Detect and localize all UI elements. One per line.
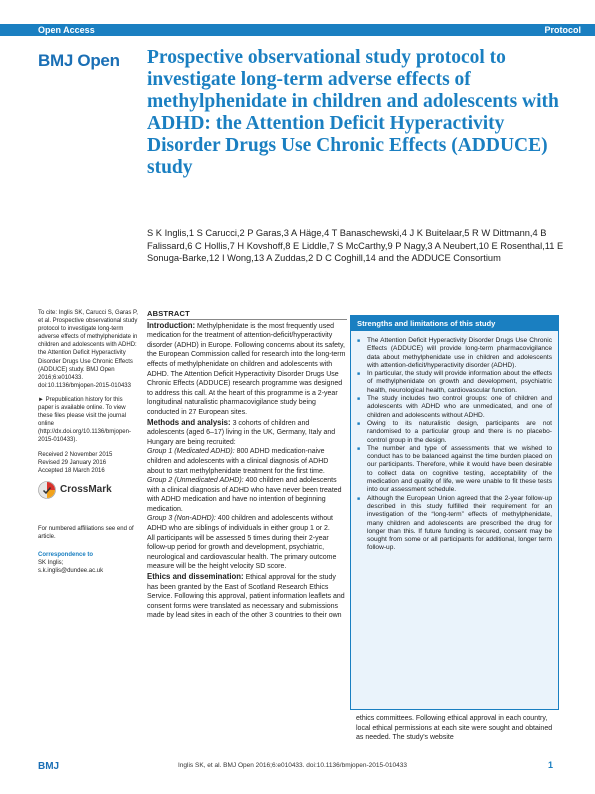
footer-logo: BMJ bbox=[38, 761, 60, 772]
footer-citation: Inglis SK, et al. BMJ Open 2016;6:e010433. doi:10.1136/bmjopen-2015-010433 bbox=[178, 762, 407, 769]
methods-text: 3 cohorts of children and adolescents (aged 6–17) living in the UK, Germany, Italy and Hungary are being recruited: bbox=[147, 419, 336, 446]
introduction-label: Introduction: bbox=[147, 320, 196, 330]
correspondence-label: Correspondence to bbox=[38, 551, 94, 558]
correspondence-email[interactable]: s.k.inglis@dundee.ac.uk bbox=[38, 568, 104, 575]
revised-date: Revised 29 January 2016 bbox=[38, 459, 107, 466]
group-2-label: Group 2 (Unmedicated ADHD): bbox=[147, 477, 244, 485]
open-access-label: Open Access bbox=[38, 25, 95, 35]
cite-label: To cite: bbox=[38, 310, 58, 316]
article-title: Prospective observational study protocol to investigate long-term adverse effects of methylphenidate in children and adolescents with ADHD: the Attention Deficit Hyperactivity Disorder Drugs Use Chronic Effects (ADDUCE) study bbox=[147, 47, 559, 178]
abstract-introduction bbox=[147, 321, 347, 418]
strength-item: ■ Owing to its naturalistic design, participants are not randomised to a particular group and there is no placebo-control group in the design. bbox=[357, 420, 552, 445]
strengths-heading: Strengths and limitations of this study bbox=[351, 316, 558, 331]
prepub-note[interactable]: ► Prepublication history for this paper is available online. To view these files please visit the journal online (http://dx.doi.org/10.1136/bmjopen-2015-010433). bbox=[38, 396, 131, 444]
crossmark-label: CrossMark bbox=[60, 483, 112, 495]
correspondence-block bbox=[38, 551, 138, 575]
affiliations-note: For numbered affiliations see end of article. bbox=[38, 525, 134, 540]
group-2 bbox=[147, 476, 347, 514]
group-1 bbox=[147, 447, 347, 476]
top-banner bbox=[0, 24, 595, 36]
strength-item: ■ The Attention Deficit Hyperactivity Disorder Drugs Use Chronic Effects (ADDUCE) will provide long-term pharmacovigilance data about methylphenidate use in children and adolescents with attention-deficit/hyperactivity disorder (ADHD). bbox=[357, 337, 552, 370]
group-3-text: 400 children and adolescents without ADHD who are siblings of individuals in either group 1 or 2. bbox=[147, 515, 333, 533]
received-date: Received 2 November 2015 bbox=[38, 451, 113, 458]
abstract-methods bbox=[147, 418, 347, 448]
strengths-limitations-box bbox=[350, 315, 559, 710]
page-number: 1 bbox=[547, 760, 553, 770]
article-type-label: Protocol bbox=[544, 25, 581, 35]
dates-block bbox=[38, 451, 138, 475]
group-1-text: 800 ADHD medication-naive children and adolescents with a clinical diagnosis of ADHD about to start methylphenidate treatment for the first time. bbox=[147, 448, 329, 475]
abstract-ethics bbox=[147, 572, 347, 621]
assessment-text: All participants will be assessed 5 times during their 2-year follow-up period for growth and development, psychiatric, neurological and cardiovascular health. The primary outcome measure will be the height velocity SD score. bbox=[147, 534, 337, 571]
body-text-continuation: ethics committees. Following ethical approval in each country, local ethical permissions at each site were sought and obtained as needed. The study's website bbox=[356, 715, 553, 742]
introduction-text: Methylphenidate is the most frequently used medication for the treatment of attention-deficit/hyperactivity disorder (ADHD) in Europe. Following concerns about its safety, the European Commission called for research into the long-term effects of methylphenidate on children and adolescents with ADHD. The Attention Deficit Hyperactivity Disorder Drugs Use Chronic Effects (ADDUCE) research programme was designed to address this call. At the heart of this programme is a 2-year longitudinal naturalistic pharmacovigilance study being conducted in 27 European sites. bbox=[147, 322, 346, 416]
ethics-text: Ethical approval for the study has been granted by the East of Scotland Research Ethics Service. Following this approval, patient information leaflets and consent forms were translated as necessary and submissions made by lead sites in each of the other 3 countries to their own bbox=[147, 574, 345, 620]
ethics-label: Ethics and dissemination: bbox=[147, 572, 244, 582]
cite-text: Inglis SK, Carucci S, Garas P, et al. Prospective observational study protocol to investigate long-term adverse effects of methylphenidate in children and adolescents with ADHD: the Attention Deficit Hyperactivity Disorder Drugs Use Chronic Effects (ADDUCE) study. BMJ Open 2016;6:e010433. doi:10.1136/bmjopen-2015-010433 bbox=[38, 310, 138, 389]
group-3-label: Group 3 (Non-ADHD): bbox=[147, 515, 216, 523]
crossmark-icon bbox=[38, 481, 56, 499]
article-sidebar bbox=[38, 309, 138, 581]
strengths-list bbox=[357, 337, 552, 553]
correspondence-name: SK Inglis; bbox=[38, 560, 64, 567]
strength-item: ■ The study includes two control groups: one of children and adolescents with ADHD who are unmedicated, and one of children and adolescents without ADHD. bbox=[357, 395, 552, 420]
citation-block bbox=[38, 309, 138, 390]
journal-logo: BMJ Open bbox=[38, 51, 120, 70]
strength-item: ■ Although the European Union agreed that the 2-year follow-up described in this study fulfilled their requirement for an investigation of the “long-term” effects of methylphenidate, many children and adolescents are prescribed the drug for longer than this. If future funding is secured, consent may be sought from some or all participants for additional, longer term follow-up. bbox=[357, 495, 552, 553]
group-3 bbox=[147, 514, 347, 533]
author-list: S K Inglis,1 S Carucci,2 P Garas,3 A Häge,4 T Banaschewski,4 J K Buitelaar,5 R W Dittmann,4 B Falissard,6 C Hollis,7 H Kovshoff,8 E Liddle,7 S McCarthy,9 P Nagy,3 A Neubert,10 E Rosenthal,11 E Sonuga-Barke,12 I Wong,13 A Zuddas,2 D C Coghill,14 and the ADDUCE Consortium bbox=[147, 228, 564, 264]
abstract-heading: ABSTRACT bbox=[147, 309, 347, 320]
methods-label: Methods and analysis: bbox=[147, 417, 231, 427]
abstract-column bbox=[147, 309, 347, 621]
page-footer bbox=[0, 759, 595, 775]
strength-item: ■ The number and type of assessments that we wished to conduct has to be balanced against the time burden placed on our participants. Therefore, while it would have been desirable to collect data on cognitive testing, acceptability of the medication and quality of life, we were unable to fit these tests into our assessment schedule. bbox=[357, 445, 552, 495]
group-2-text: 400 children and adolescents with a clinical diagnosis of ADHD who have never been treated with ADHD medication and have no intention of beginning medication. bbox=[147, 477, 342, 513]
group-1-label: Group 1 (Medicated ADHD): bbox=[147, 448, 235, 456]
accepted-date: Accepted 18 March 2016 bbox=[38, 467, 105, 474]
strength-item: ■ In particular, the study will provide information about the effects of methylphenidate on growth and development, psychiatric health, neurological health, cardiovascular function. bbox=[357, 370, 552, 395]
crossmark-badge[interactable] bbox=[38, 481, 138, 499]
